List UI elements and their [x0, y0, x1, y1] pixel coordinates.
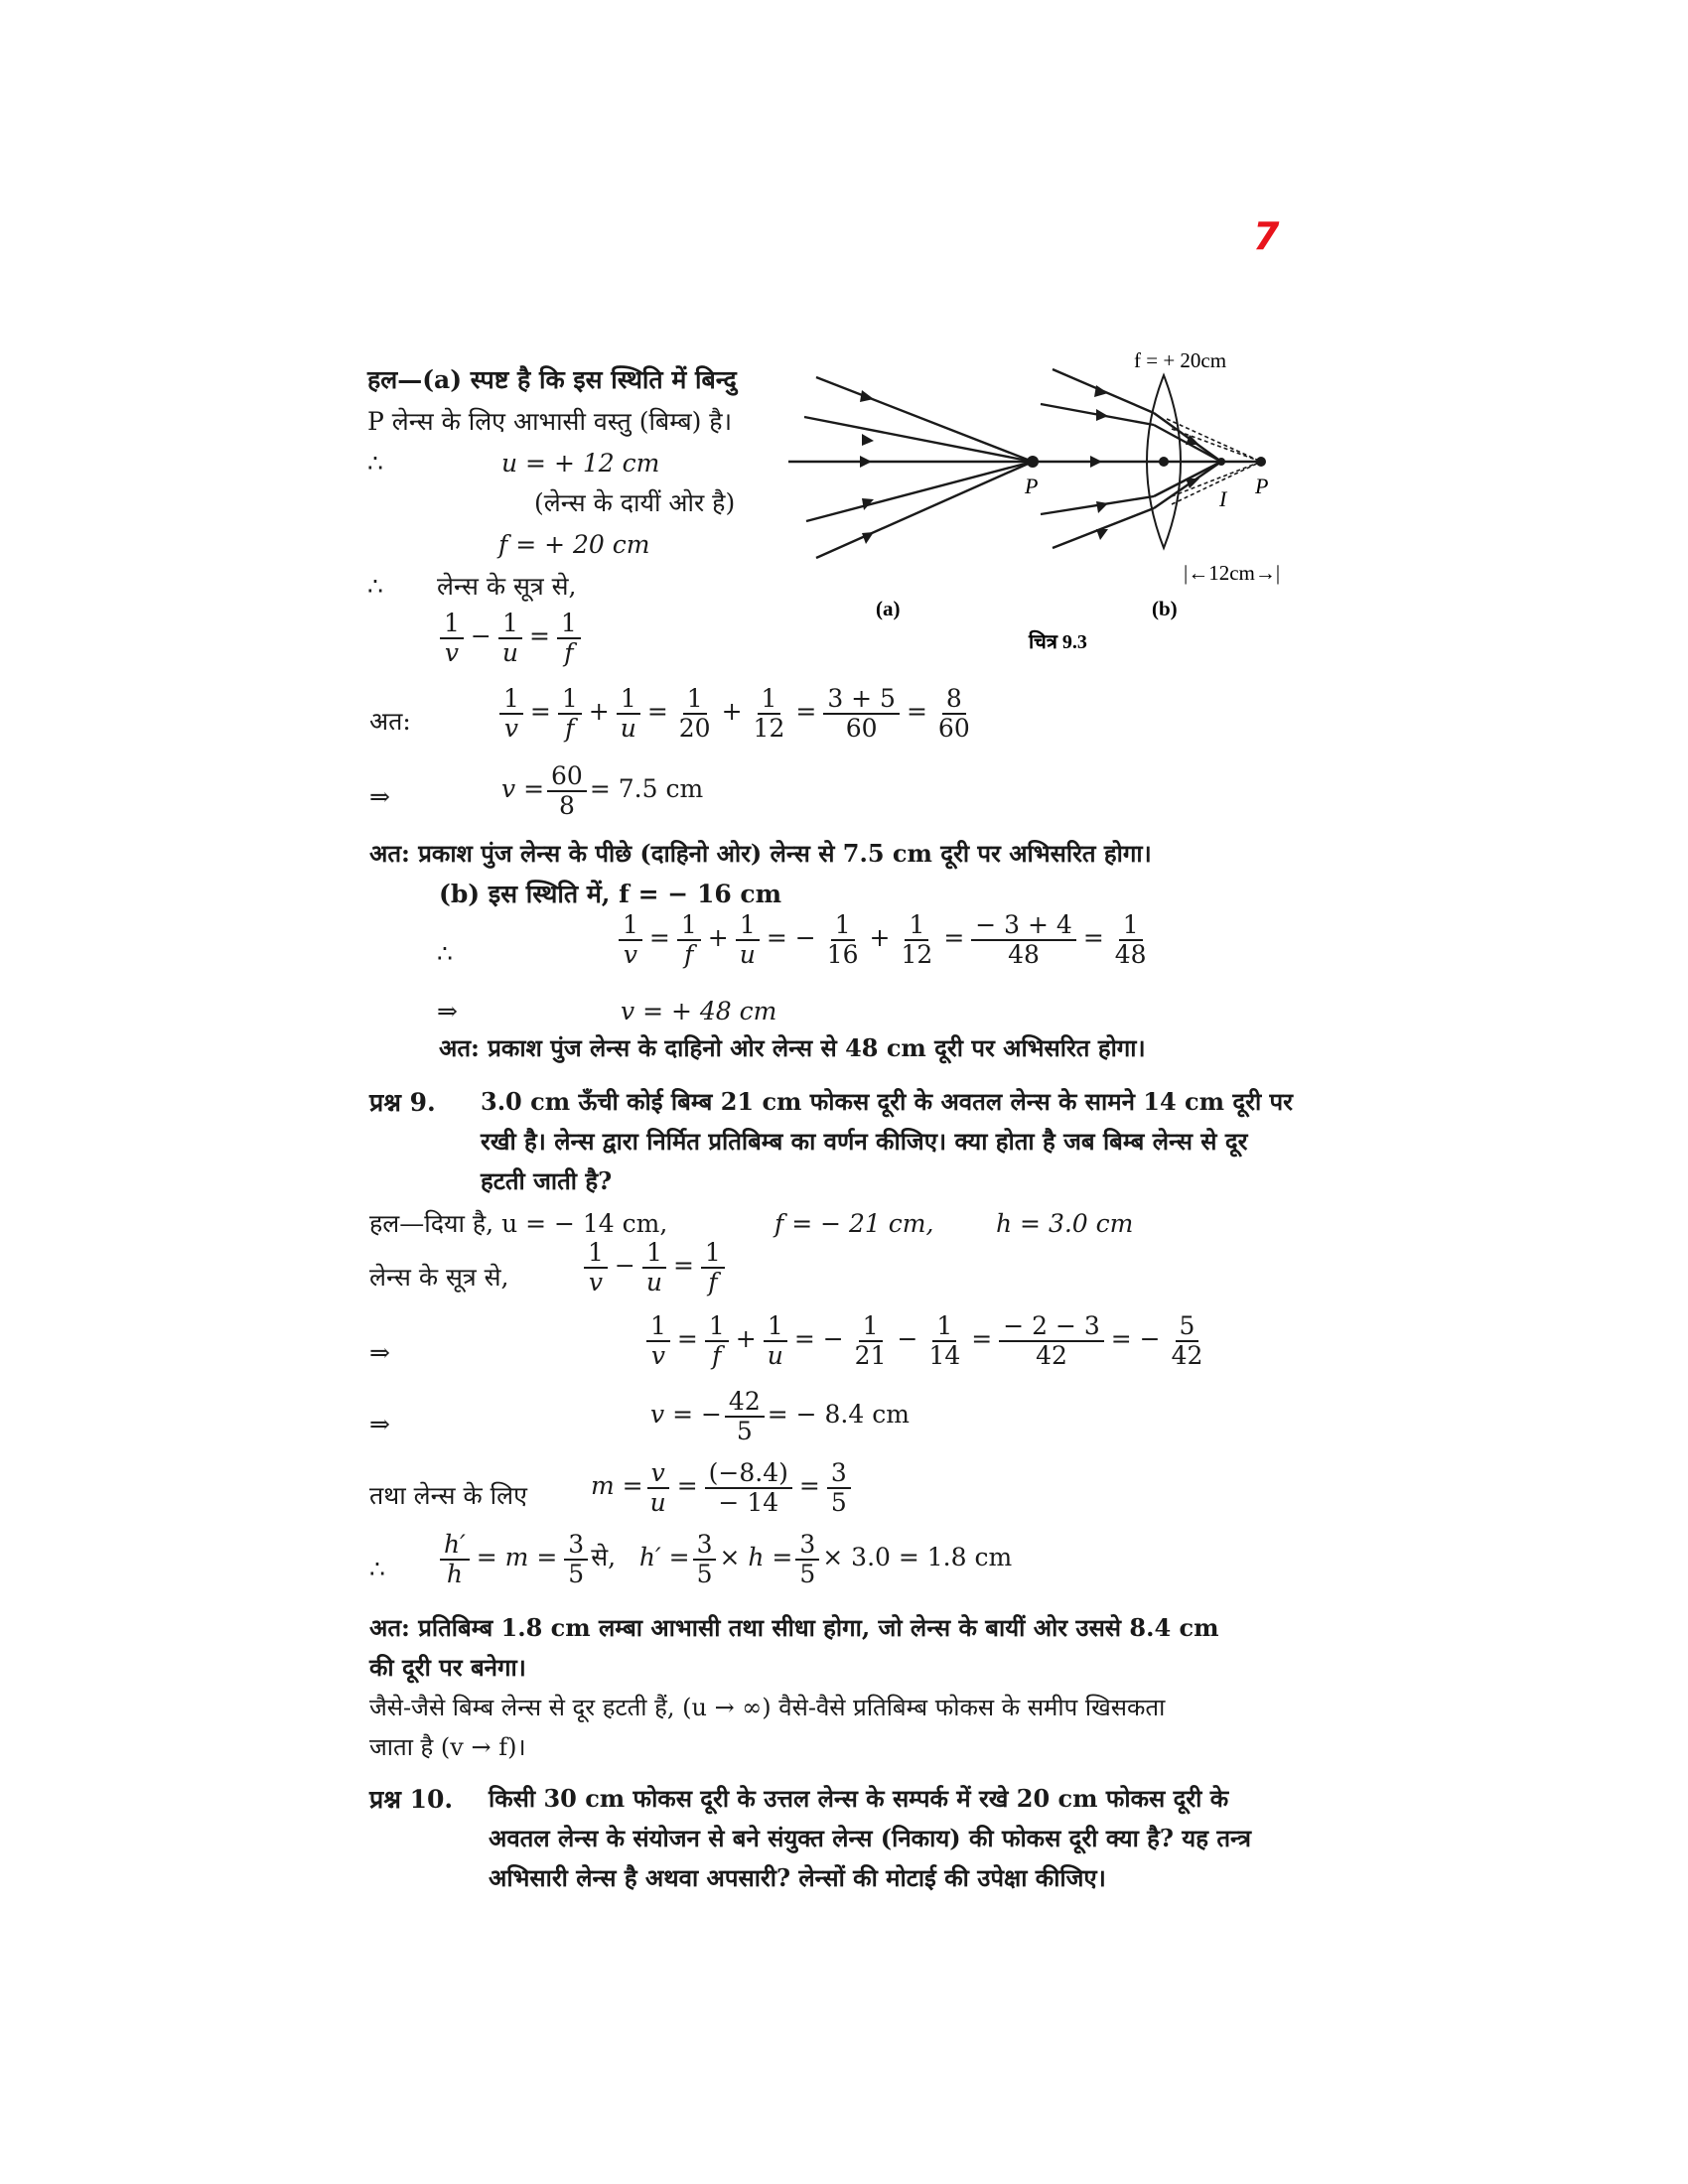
distance-12cm-label: |←12cm→|	[1184, 561, 1281, 585]
magnification-calc: m = $\frac{v}{u}$ = $\frac{(-8.4)}{- 14}$ = $\frac{3}{5}$	[591, 1459, 854, 1516]
focal-length-label: f = + 20cm	[1134, 348, 1227, 372]
f-value: f = + 20 cm	[498, 530, 650, 559]
v-result-9: v = − $\frac{42}{5}$ = − 8.4 cm	[650, 1387, 910, 1445]
question-9-text-line1: 3.0 cm ऊँची कोई बिम्ब 21 cm फोकस दूरी के अवतल लेन्स के सामने 14 cm दूरी पर	[481, 1087, 1293, 1116]
u-value: u = + 12 cm	[501, 449, 660, 478]
implies-symbol-2: ⇒	[437, 997, 458, 1025]
part-b-intro: (b) इस स्थिति में, f = − 16 cm	[439, 880, 782, 908]
calculation-9: $\frac{1}{v}$ = $\frac{1}{f}$ + $\frac{1}{u}$ = − $\frac{1}{21}$ − $\frac{1}{14}$ = $\frac{- 2 - 3}{42}$ = − $\frac{5}{42}$	[643, 1312, 1209, 1369]
conclusion-a: अत: प्रकाश पुंज लेन्स के पीछे (दाहिनो ओर) लेन्स से 7.5 cm दूरी पर अभिसरित होगा।	[369, 839, 1152, 868]
figure-caption: चित्र 9.3	[1029, 631, 1087, 653]
remark-9-line2: जाता है (v → f)।	[369, 1733, 526, 1761]
image-height-calc: $\frac{h'}{h}$ = m = $\frac{3}{5}$ से, h′ = $\frac{3}{5}$ × h = $\frac{3}{5}$ × 3.0 = 1.8 cm	[437, 1531, 1012, 1587]
lens-formula-9: $\frac{1}{v}$ − $\frac{1}{u}$ = $\frac{1}{f}$	[581, 1239, 728, 1296]
question-10-text-line1: किसी 30 cm फोकस दूरी के उत्तल लेन्स के सम्पर्क में रखे 20 cm फोकस दूरी के	[489, 1784, 1229, 1813]
figure-label-a: (a)	[876, 597, 901, 620]
remark-9-line1: जैसे-जैसे बिम्ब लेन्स से दूर हटती हैं, (u → ∞) वैसे-वैसे प्रतिबिम्ब फोकस के समीप खिसकता	[369, 1694, 1166, 1721]
solution-a-intro-line1: हल—(a) स्पष्ट है कि इस स्थिति में बिन्दु	[367, 365, 737, 394]
calculation-a: $\frac{1}{v}$ = $\frac{1}{f}$ + $\frac{1}{u}$ = $\frac{1}{20}$ + $\frac{1}{12}$ = $\frac{3 + 5}{60}$ = $\frac{8}{60}$	[496, 685, 977, 742]
ata-label: अत:	[369, 707, 411, 736]
conclusion-9-line1: अत: प्रतिबिम्ब 1.8 cm लम्बा आभासी तथा सीधा होगा, जो लेन्स के बायीं ओर उससे 8.4 cm	[369, 1613, 1219, 1642]
figure-label-b: (b)	[1152, 597, 1178, 620]
lens-formula-intro: लेन्स के सूत्र से,	[437, 572, 577, 601]
point-i	[1217, 458, 1225, 466]
rays-converging-a	[788, 377, 1033, 558]
lens-formula-intro-9: लेन्स के सूत्र से,	[369, 1263, 509, 1292]
point-p-b	[1256, 457, 1266, 467]
solution-9-given-f: f = − 21 cm,	[774, 1209, 934, 1238]
lens-formula: $\frac{1}{v}$ − $\frac{1}{u}$ = $\frac{1}{f}$	[437, 610, 584, 666]
therefore-symbol-3: ∴	[437, 939, 453, 968]
question-9-label: प्रश्न 9.	[369, 1088, 436, 1117]
question-10-text-line3: अभिसारी लेन्स है अथवा अपसारी? लेन्सों की मोटाई की उपेक्षा कीजिए।	[489, 1863, 1106, 1892]
calculation-b: $\frac{1}{v}$ = $\frac{1}{f}$ + $\frac{1}{u}$ = − $\frac{1}{16}$ + $\frac{1}{12}$ = $\frac{- 3 + 4}{48}$ = $\frac{1}{48}$	[616, 911, 1154, 968]
implies-symbol-4: ⇒	[369, 1410, 390, 1438]
label-p-a: P	[1025, 474, 1039, 498]
implies-symbol-3: ⇒	[369, 1338, 390, 1367]
v-result-a: v = $\frac{60}{8}$ = 7.5 cm	[501, 761, 704, 820]
conclusion-9-line2: की दूरी पर बनेगा।	[369, 1653, 526, 1682]
therefore-symbol-4: ∴	[369, 1555, 385, 1583]
solution-9-given-h: h = 3.0 cm	[996, 1209, 1134, 1238]
arrow-heads-a	[860, 390, 874, 544]
conclusion-b: अत: प्रकाश पुंज लेन्स के दाहिनो ओर लेन्स से 48 cm दूरी पर अभिसरित होगा।	[439, 1033, 1146, 1062]
question-9-text-line3: हटती जाती है?	[481, 1166, 613, 1195]
question-10-text-line2: अवतल लेन्स के संयोजन से बने संयुक्त लेन्स (निकाय) की फोकस दूरी क्या है? यह तन्त्र	[489, 1824, 1252, 1852]
label-i: I	[1219, 486, 1227, 511]
label-p-b: P	[1255, 474, 1269, 498]
magnification-intro: तथा लेन्स के लिए	[369, 1481, 527, 1510]
v-result-b: v = + 48 cm	[621, 997, 777, 1025]
figure-9-3	[774, 338, 1410, 665]
solution-9-given-u: हल—दिया है, u = − 14 cm,	[369, 1209, 668, 1238]
implies-symbol: ⇒	[369, 782, 390, 811]
question-10-label: प्रश्न 10.	[369, 1785, 454, 1814]
question-9-text-line2: रखी है। लेन्स द्वारा निर्मित प्रतिबिम्ब का वर्णन कीजिए। क्या होता है जब बिम्ब लेन्स से दूर	[481, 1127, 1248, 1156]
therefore-symbol-2: ∴	[367, 572, 383, 601]
therefore-symbol: ∴	[367, 449, 383, 478]
u-note: (लेन्स के दायीं ओर है)	[534, 488, 736, 517]
page-number: 7	[1253, 214, 1280, 258]
rays-b	[1027, 369, 1261, 548]
solution-a-intro-line2: P लेन्स के लिए आभासी वस्तु (बिम्ब) है।	[367, 407, 733, 436]
